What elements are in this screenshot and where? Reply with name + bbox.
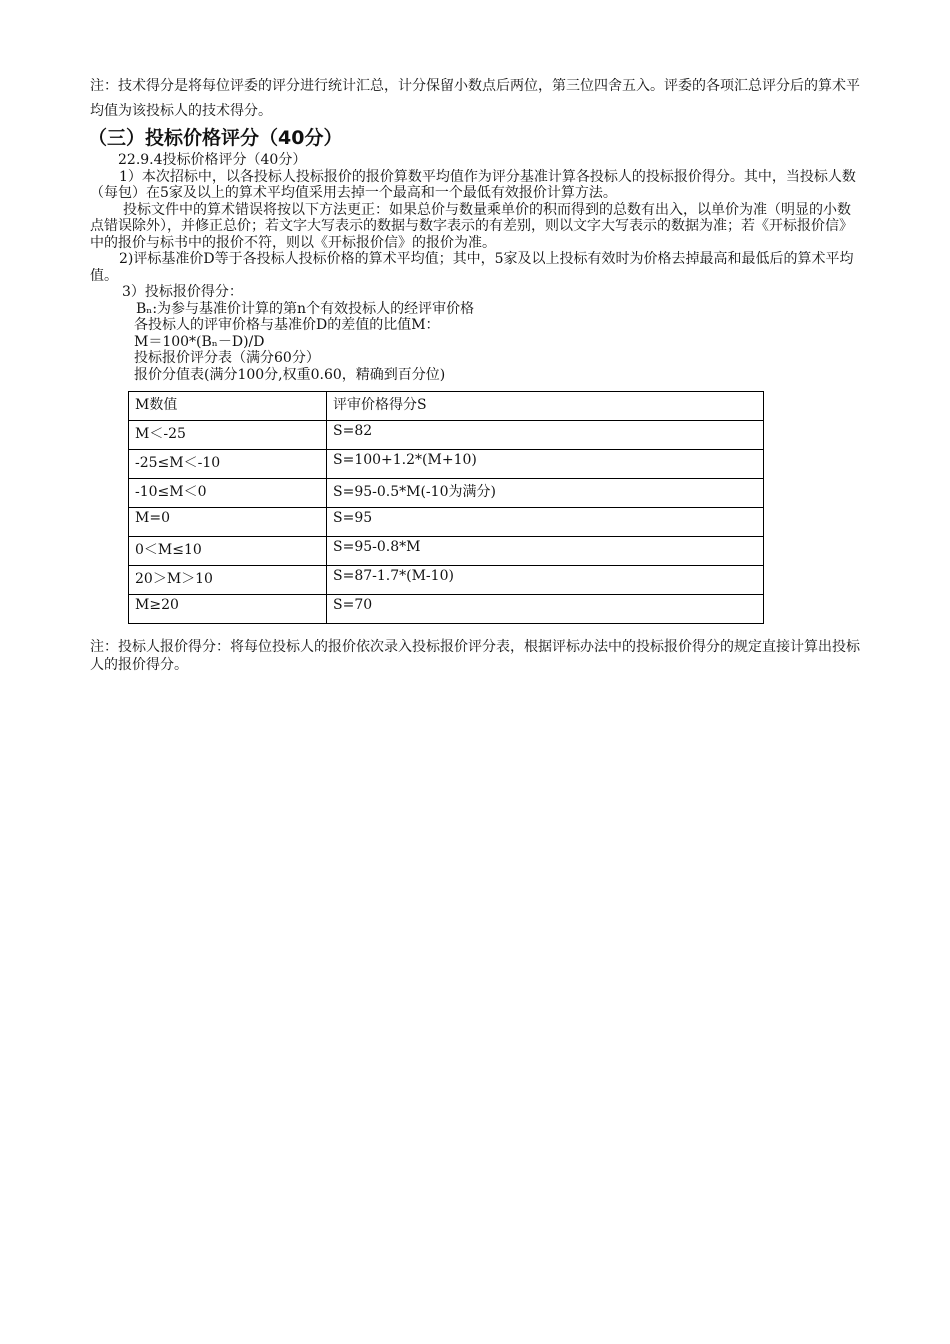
- header-cell-s: 评审价格得分S: [327, 392, 764, 421]
- cell-m: 0＜M≤10: [129, 537, 327, 566]
- paragraph-4: 3）投标报价得分：: [122, 284, 243, 300]
- paragraph-2: 投标文件中的算术错误将按以下方法更正：如果总价与数量乘单价的积而得到的总数有出入，以单价为准（明显的小数点错误除外），并修正总价；若文字大写表示的数据与数字表示的有差别，则以文字大写表示的数据为准；若《开标报价信》中的报价与标书中的报价不符，则以《开标报价信》的报价为准。: [90, 201, 853, 251]
- cell-m: -10≤M＜0: [129, 479, 327, 508]
- cell-m: M≥20: [129, 595, 327, 624]
- bn-definition: Bₙ:为参与基准价计算的第n个有效投标人的经评审价格: [136, 300, 475, 317]
- cell-s: S=95: [327, 508, 764, 537]
- table-caption-2: 报价分值表(满分100分,权重0.60，精确到百分位): [134, 366, 446, 383]
- paragraph-1: 1）本次招标中，以各投标人投标报价的报价算数平均值作为评分基准计算各投标人的投标报价得分。其中，当投标人数（每包）在5家及以上的算术平均值采用去掉一个最高和一个最低有效报价计算方法。: [90, 168, 856, 201]
- cell-m: M=0: [129, 508, 327, 537]
- table-row: [129, 537, 764, 566]
- price-score-table: [128, 391, 764, 624]
- m-definition: 各投标人的评审价格与基准价D的差值的比值M：: [134, 317, 440, 333]
- header-cell-m: M数值: [129, 392, 327, 421]
- document-page: [90, 74, 862, 674]
- price-score-note: 注：投标人报价得分：将每位投标人的报价依次录入投标报价评分表，根据评标办法中的投标报价得分的规定直接计算出投标人的报价得分。: [90, 639, 860, 673]
- table-caption-1: 投标报价评分表（满分60分）: [134, 350, 320, 366]
- cell-m: 20＞M＞10: [129, 566, 327, 595]
- subsection-title: 22.9.4投标价格评分（40分）: [118, 152, 307, 168]
- table-row: [129, 595, 764, 624]
- table-row: [129, 479, 764, 508]
- table-row: [129, 566, 764, 595]
- m-formula: M＝100*(Bₙ－D)/D: [134, 333, 265, 350]
- cell-s: S=70: [327, 595, 764, 624]
- paragraph-3: 2)评标基准价D等于各投标人投标价格的算术平均值；其中，5家及以上投标有效时为价格去掉最高和最低后的算术平均值。: [90, 251, 854, 284]
- cell-s: S=95-0.5*M(-10为满分): [327, 479, 764, 508]
- cell-s: S=100+1.2*(M+10): [327, 450, 764, 479]
- cell-m: M＜-25: [129, 421, 327, 450]
- cell-m: -25≤M＜-10: [129, 450, 327, 479]
- technical-score-note: 注：技术得分是将每位评委的评分进行统计汇总，计分保留小数点后两位，第三位四舍五入。评委的各项汇总评分后的算术平均值为该投标人的技术得分。: [90, 78, 860, 119]
- cell-s: S=87-1.7*(M-10): [327, 566, 764, 595]
- table-row: [129, 508, 764, 537]
- cell-s: S=95-0.8*M: [327, 537, 764, 566]
- table-row: [129, 450, 764, 479]
- section-title: （三）投标价格评分（40分）: [88, 127, 343, 149]
- table-row: [129, 421, 764, 450]
- cell-s: S=82: [327, 421, 764, 450]
- table-header-row: [129, 392, 764, 421]
